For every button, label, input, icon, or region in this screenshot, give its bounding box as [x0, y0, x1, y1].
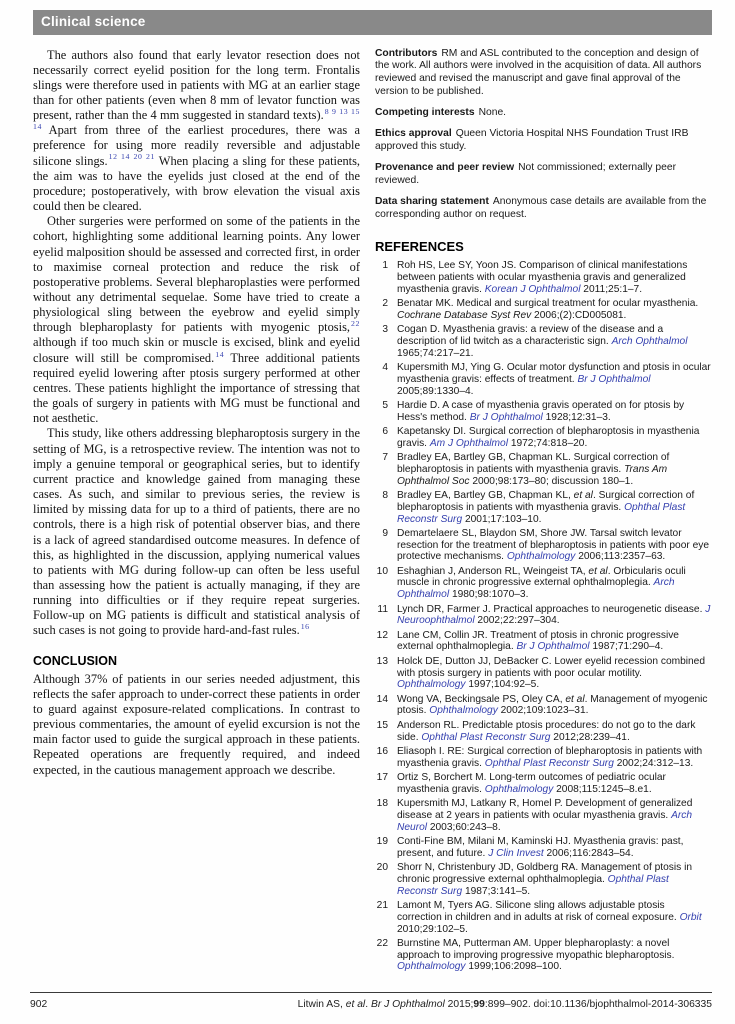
article-paragraphs	[33, 48, 360, 639]
reference-number: 4	[382, 361, 388, 373]
reference-text: Holck DE, Dutton JJ, DeBacker C. Lower eyelid recession combined with ptosis surgery in patients with poor ocular motility. Ophthalmology 1997;104:92–5.	[397, 655, 706, 691]
journal-link[interactable]: Orbit	[679, 911, 702, 923]
notes-references-column	[375, 48, 712, 976]
paragraph: Other surgeries were performed on some of the patients in the cohort, highlighting some additional learning points. Any lower eyelid malposition should be assessed and corrected first, in order to maximise corneal protection and reduce the risk of postoperative problems. Several blepharoplasties were performed without any detrimental sequelae. Some have tried to create a physiological sling between the eyebrow and eyelid simply through blepharoplasty for patients with myogenic ptosis,$^{22}$ although if too much skin or muscle is excised, blink and eyelid closure will still be compromised.$^{14}$ Three additional patients required eyelid lowering after ptosis surgery performed at other centres. These patients highlight the importance of stressing that the goals of surgery in patients with MG must be functional and not aesthetic.	[33, 214, 360, 426]
note-label: Ethics approval	[375, 128, 452, 140]
reference-text: Kupersmith MJ, Ying G. Ocular motor dysfunction and ptosis in ocular myasthenia gravis: effects of treatment. Br J Ophthalmol 2005;89:1330–4.	[397, 361, 711, 397]
italic-text: Trans Am Ophthalmol Soc	[397, 463, 668, 487]
reference-item	[375, 452, 712, 487]
journal-link[interactable]: Arch Neurol	[397, 809, 693, 833]
reference-text: Conti-Fine BM, Milani M, Kaminski HJ. Myasthenia gravis: past, present, and future. J Clin Invest 2006;116:2843–54.	[397, 835, 684, 859]
reference-number: 7	[382, 452, 388, 464]
reference-item	[375, 400, 712, 424]
section-banner-label: Clinical science	[41, 14, 146, 29]
journal-link[interactable]: Ophthal Plast Reconstr Surg	[484, 757, 614, 769]
reference-item	[375, 630, 712, 654]
reference-number: 10	[376, 565, 388, 577]
reference-number: 3	[382, 324, 388, 336]
note-item: Data sharing statement Anonymous case details are available from the corresponding author on request.	[375, 195, 707, 220]
journal-link[interactable]: J Neuroophthalmol	[397, 603, 711, 627]
journal-link[interactable]: Ophthal Plast Reconstr Surg	[397, 873, 669, 897]
italic-text: Br J Ophthalmol	[370, 999, 445, 1010]
reference-number: 6	[382, 425, 388, 437]
journal-link[interactable]: Br J Ophthalmol	[469, 411, 543, 423]
note-label: Competing interests	[375, 107, 475, 119]
reference-item	[375, 490, 712, 525]
note-label: Provenance and peer review	[375, 161, 515, 173]
italic-text: et al	[565, 693, 585, 705]
citation-superscript[interactable]: 8 9 13 15 14	[33, 107, 360, 132]
reference-number: 12	[376, 629, 388, 641]
references-heading: REFERENCES	[375, 239, 464, 255]
reference-item	[375, 566, 712, 601]
reference-number: 8	[382, 489, 388, 501]
reference-text: Demartelaere SL, Blaydon SM, Shore JW. Tarsal switch levator resection for the treatment of blepharoptosis in patients with poor eye protective mechanisms. Ophthalmology 2006;113:2357–63.	[397, 527, 710, 563]
two-column-layout	[33, 48, 712, 976]
citation-superscript[interactable]: 12 14 20 21	[108, 152, 155, 162]
reference-item	[375, 836, 712, 860]
reference-number: 13	[376, 655, 388, 667]
journal-link[interactable]: Am J Ophthalmol	[429, 437, 508, 449]
section-banner	[33, 10, 712, 35]
note-item: Ethics approval Queen Victoria Hospital NHS Foundation Trust IRB approved this study.	[375, 128, 689, 152]
reference-item	[375, 862, 712, 897]
reference-text: Kapetansky DI. Surgical correction of blepharoptosis in myasthenia gravis. Am J Ophthalmol 1972;74:818–20.	[397, 425, 700, 449]
reference-text: Shorr N, Christenbury JD, Goldberg RA. Management of ptosis in chronic progressive external ophthalmoplegia. Ophthal Plast Reconstr Surg 1987;3:141–5.	[397, 862, 692, 897]
reference-item	[375, 528, 712, 563]
paragraph: The authors also found that early levator resection does not necessarily correct eyelid position for the long term. Frontalis slings were therefore used in patients with MG at an earlier stage than for other patients (even when 8 mm of levator function was present, rather than the 4 mm suggested in standard texts).$^{8 9 13 15 14}$ Apart from three of the earliest procedures, there was a preference for using more readily reversible and adjustable silicone slings.$^{12 14 20 21}$ When placing a sling for these patients, the aim was to have the eyelids just closed at the end of the procedure; postoperatively, with brow elevation the visual axis could then be cleared.	[33, 47, 361, 214]
italic-text: et al	[588, 565, 608, 577]
footer-citation: Litwin AS, et al. Br J Ophthalmol 2015;99:899–902. doi:10.1136/bjophthalmol-2014-306335	[297, 999, 712, 1010]
citation-superscript[interactable]: 16	[300, 622, 310, 632]
reference-text: Roh HS, Lee SY, Yoon JS. Comparison of clinical manifestations between patients with ocular myasthenia gravis and generalized myasthenia gravis. Korean J Ophthalmol 2011;25:1–7.	[397, 260, 688, 295]
reference-item	[375, 324, 712, 359]
journal-link[interactable]: Ophthal Plast Reconstr Surg	[397, 501, 686, 525]
reference-item	[375, 938, 712, 973]
paragraph: This study, like others addressing blepharoptosis surgery in the setting of MG, is a retrospective review. The intention was not to imply a genuine temporal or geographical series, but to identify current practice and knowledge gained from managing these cases. As such, and similar to previous series, the review is limited by missing data for up to a third of patients, there are no controls, there is a high risk of potential observer bias, and there is a lack of agreed standardised outcome measures. In defence of this, as highlighted in the discussion, applying numerical values to patients with MG during follow-up can often be less useful than assessing how the patient is actually managing, if they are running into difficulties or if they require repeat surgeries. Follow-up on MG patients is difficult and statistical analysis of such cases is not going to provide hard-and-fast rules.$^{16}$	[33, 426, 360, 638]
reference-text: Ortiz S, Borchert M. Long-term outcomes of pediatric ocular myasthenia gravis. Ophthalmology 2008;115:1245–8.e1.	[397, 771, 666, 795]
note-item: Competing interests None.	[375, 107, 507, 119]
reference-item	[375, 746, 712, 770]
reference-text: Wong VA, Beckingsale PS, Oley CA, et al. Management of myogenic ptosis. Ophthalmology 2002;109:1023–31.	[397, 693, 708, 717]
page-number: 902	[30, 999, 48, 1010]
journal-link[interactable]: Ophthalmology	[397, 679, 466, 691]
reference-number: 1	[382, 260, 388, 272]
journal-link[interactable]: Arch Ophthalmol	[611, 335, 688, 347]
reference-text: Lynch DR, Farmer J. Practical approaches to neurogenetic disease. J Neuroophthalmol 2002;22:297–304.	[397, 603, 711, 627]
reference-item	[375, 720, 712, 744]
footer	[30, 992, 712, 1011]
reference-item	[375, 798, 712, 833]
reference-number: 16	[376, 745, 388, 757]
journal-link[interactable]: Ophthal Plast Reconstr Surg	[421, 731, 551, 743]
reference-number: 11	[377, 603, 388, 615]
reference-text: Benatar MK. Medical and surgical treatment for ocular myasthenia. Cochrane Database Syst Rev 2006;(2):CD005081.	[397, 297, 699, 321]
reference-item	[375, 298, 712, 322]
reference-text: Eliasoph I. RE: Surgical correction of blepharoptosis in patients with myasthenia gravis. Ophthal Plast Reconstr Surg 2002;24:312–13.	[397, 745, 703, 769]
reference-number: 22	[376, 937, 388, 949]
reference-text: Anderson RL. Predictable ptosis procedures: do not go to the dark side. Ophthal Plast Reconstr Surg 2012;28:239–41.	[397, 719, 696, 743]
reference-number: 14	[376, 693, 388, 705]
reference-text: Cogan D. Myasthenia gravis: a review of the disease and a description of lid twitch as a characteristic sign. Arch Ophthalmol 1965;74:217–21.	[397, 324, 688, 359]
citation-superscript[interactable]: 22	[351, 319, 360, 329]
reference-item	[375, 694, 712, 718]
journal-link[interactable]: Ophthalmology	[484, 783, 554, 795]
reference-number: 20	[376, 862, 388, 874]
note-item: Provenance and peer review Not commissioned; externally peer reviewed.	[375, 161, 677, 186]
reference-item	[375, 362, 712, 397]
reference-number: 5	[382, 399, 388, 411]
journal-link[interactable]: Ophthalmology	[506, 551, 576, 563]
reference-item	[375, 772, 712, 796]
reference-text: Burnstine MA, Putterman AM. Upper blepharoplasty: a novel approach to improving progressive myopathic blepharoptosis. Ophthalmology 1999;106:2098–100.	[397, 937, 675, 973]
reference-number: 2	[382, 297, 388, 309]
journal-link[interactable]: Korean J Ophthalmol	[484, 283, 581, 295]
citation-superscript[interactable]: 14	[215, 349, 225, 359]
reference-item	[375, 900, 712, 935]
reference-text: Eshaghian J, Anderson RL, Weingeist TA, et al. Orbicularis oculi muscle in chronic progressive external ophthalmoplegia. Arch Ophthalmol 1980;98:1070–3.	[397, 565, 686, 601]
reference-number: 17	[376, 771, 388, 783]
note-label: Data sharing statement	[375, 195, 489, 207]
conclusion-heading: CONCLUSION	[33, 653, 118, 668]
reference-text: Lane CM, Collin JR. Treatment of ptosis in chronic progressive external ophthalmoplegia. Br J Ophthalmol 1987;71:290–4.	[397, 629, 679, 653]
italic-text: Cochrane Database Syst Rev	[397, 309, 532, 321]
journal-link[interactable]: Ophthalmology	[397, 961, 466, 973]
conclusion-paragraph: Although 37% of patients in our series needed adjustment, this reflects the safer approach to under-correct these patients in order to guard against exposure-related complications. In contrast to previous commentaries, the amount of eyelid excursion is not the main factor used to guide the surgical approach in these patients. Repeated operations are frequently required, and indeed expected, in the cautious management approach we describe.	[33, 671, 360, 777]
reference-text: Lamont M, Tyers AG. Silicone sling allows adjustable ptosis correction in children and in adults at risk of corneal exposure. Orbit 2010;29:102–5.	[397, 899, 702, 935]
reference-item	[375, 260, 712, 295]
note-label: Contributors	[375, 47, 438, 59]
reference-text: Hardie D. A case of myasthenia gravis operated on for ptosis by Hess's method. Br J Ophthalmol 1928;12:31–3.	[397, 399, 685, 423]
references-list	[375, 260, 712, 973]
italic-text: et al	[345, 999, 366, 1010]
journal-link[interactable]: Br J Ophthalmol	[577, 373, 651, 385]
journal-link[interactable]: J Clin Invest	[488, 847, 544, 859]
reference-number: 19	[376, 835, 388, 847]
reference-item	[375, 604, 712, 628]
reference-text: Bradley EA, Bartley GB, Chapman KL, et al. Surgical correction of blepharoptosis in patients with myasthenia gravis. Ophthal Plast Reconstr Surg 2001;17:103–10.	[397, 489, 695, 525]
journal-link[interactable]: Br J Ophthalmol	[516, 641, 590, 653]
bold-text: 99	[473, 999, 485, 1010]
reference-item	[375, 426, 712, 450]
journal-link[interactable]: Arch Ophthalmol	[397, 577, 675, 601]
notes-list	[375, 48, 712, 222]
reference-number: 21	[376, 899, 388, 911]
note-item: Contributors RM and ASL contributed to the conception and design of the work. All authors were involved in the acquisition of data. All authors reviewed and revised the manuscript and gave final approval of the version to be published.	[375, 47, 702, 98]
italic-text: et al	[573, 489, 593, 501]
reference-text: Bradley EA, Bartley GB, Chapman KL. Surgical correction of blepharoptosis in patients with myasthenia gravis. Trans Am Ophthalmol Soc 2000;98:173–80; discussion 180–1.	[397, 452, 670, 487]
reference-number: 18	[376, 798, 388, 810]
reference-number: 15	[376, 719, 388, 731]
journal-link[interactable]: Ophthalmology	[429, 705, 498, 717]
reference-item	[375, 656, 712, 691]
reference-number: 9	[382, 527, 388, 539]
article-body-column	[33, 48, 360, 976]
reference-text: Kupersmith MJ, Latkany R, Homel P. Development of generalized disease at 2 years in patients with ocular myasthenia gravis. Arch Neurol 2003;60:243–8.	[397, 798, 693, 833]
